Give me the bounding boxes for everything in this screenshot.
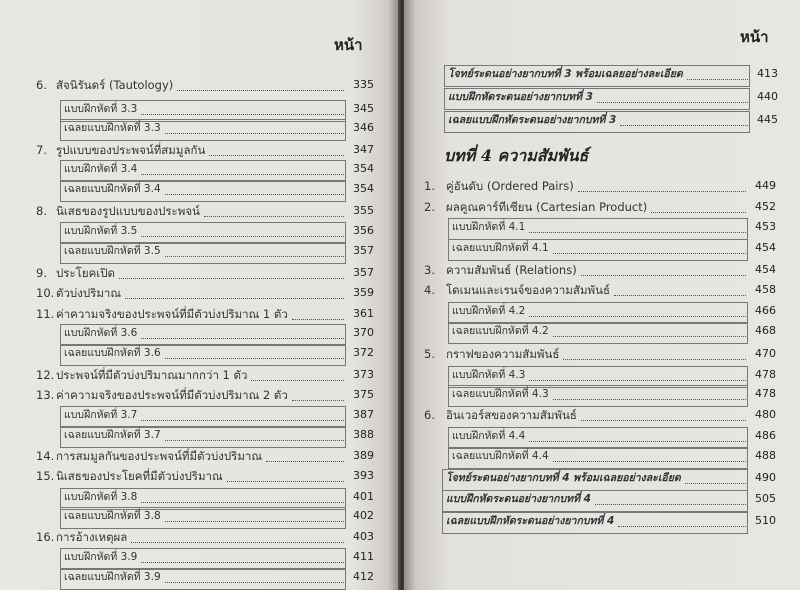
dot-leader [529, 441, 746, 442]
toc-entry-number: 13. [36, 388, 55, 402]
toc-entry-number: 15. [36, 469, 55, 483]
dot-leader [529, 380, 746, 381]
toc-entry-title: แบบฝึกหัดที่ 3.7 [64, 409, 138, 421]
toc-entry-title: เฉลยแบบฝึกหัดที่ 4.1 [452, 242, 549, 254]
toc-entry-number: 14. [36, 449, 55, 463]
toc-entry-frame [448, 385, 748, 407]
toc-entry [36, 76, 374, 94]
toc-entry [36, 366, 374, 384]
toc-entry [424, 302, 776, 320]
dot-leader [597, 102, 748, 103]
dot-leader [578, 191, 746, 192]
dot-leader [119, 278, 344, 279]
toc-entry-page: 510 [755, 514, 776, 527]
toc-entry [36, 222, 374, 240]
toc-entry-page: 359 [353, 286, 374, 299]
toc-entry-page: 490 [755, 471, 776, 484]
toc-entry [36, 324, 374, 342]
dot-leader [141, 420, 344, 421]
toc-entry-frame [60, 242, 346, 264]
dot-leader [141, 502, 344, 503]
dot-leader [685, 483, 746, 484]
dot-leader [141, 236, 344, 237]
toc-entry-frame [442, 512, 748, 534]
dot-leader [165, 194, 344, 195]
toc-entry-title: แบบฝึกหัดที่ 3.8 [64, 491, 138, 503]
toc-entry-page: 357 [353, 244, 374, 257]
toc-entry-title: เฉลยแบบฝึกหัดที่ 3.9 [64, 571, 161, 583]
toc-entry-number: 9. [36, 266, 47, 280]
toc-entry-frame [444, 88, 750, 110]
right-page [404, 0, 800, 590]
toc-entry-number: 10. [36, 286, 55, 300]
toc-entry-title: เฉลยแบบฝึกหัดที่ 3.7 [64, 429, 161, 441]
toc-entry-page: 449 [755, 179, 776, 192]
toc-entry-title: แบบฝึกหัดที่ 4.4 [452, 430, 526, 442]
toc-entry [440, 111, 778, 129]
toc-entry [36, 202, 374, 220]
toc-entry-title: เฉลยแบบฝึกหัดระดนอย่างยากบทที่ 4 [446, 515, 615, 527]
dot-leader [553, 253, 746, 254]
toc-entry-page: 355 [353, 204, 374, 217]
toc-entry-page: 372 [353, 346, 374, 359]
toc-entry-title: เฉลยแบบฝึกหัดที่ 3.6 [64, 347, 161, 359]
dot-leader [651, 212, 746, 213]
toc-entry-title: โจทย์ระดนอย่างยากบทที่ 4 พร้อมเฉลยอย่างละเอียด [446, 472, 681, 484]
toc-entry [424, 261, 776, 279]
toc-entry [424, 322, 776, 340]
toc-entry-frame [60, 222, 346, 244]
left-page-header: หน้า [334, 36, 363, 54]
toc-entry-page: 373 [353, 368, 374, 381]
toc-entry-page: 361 [353, 307, 374, 320]
toc-entry-title: แบบฝึกหัดที่ 3.9 [64, 551, 138, 563]
toc-entry-title: แบบฝึกหัดที่ 3.5 [64, 225, 138, 237]
toc-entry [36, 242, 374, 260]
toc-entry-page: 488 [755, 449, 776, 462]
dot-leader [227, 481, 344, 482]
toc-entry [36, 548, 374, 566]
toc-entry [36, 180, 374, 198]
toc-entry-title: ความสัมพันธ์ (Relations) [446, 263, 577, 277]
toc-entry-title: สัจนิรันดร์ (Tautology) [56, 78, 174, 92]
toc-entry-title: เฉลยแบบฝึกหัดที่ 3.3 [64, 122, 161, 134]
toc-entry-page: 375 [353, 388, 374, 401]
right-page-header: หน้า [740, 28, 769, 46]
dot-leader [165, 582, 344, 583]
toc-entry [424, 490, 776, 508]
dot-leader [165, 521, 344, 522]
toc-entry-page: 466 [755, 304, 776, 317]
toc-entry [36, 100, 374, 118]
dot-leader [553, 461, 746, 462]
toc-entry-title: เฉลยแบบฝึกหัดที่ 3.4 [64, 183, 161, 195]
dot-leader [165, 358, 344, 359]
toc-entry-title: โดเมนและเรนจ์ของความสัมพันธ์ [446, 283, 610, 297]
dot-leader [141, 338, 344, 339]
toc-entry-number: 2. [424, 200, 435, 214]
toc-entry-title: เฉลยแบบฝึกหัดที่ 3.8 [64, 510, 161, 522]
toc-entry [424, 512, 776, 530]
toc-entry-number: 1. [424, 179, 435, 193]
toc-entry [36, 386, 374, 404]
toc-entry-number: 3. [424, 263, 435, 277]
dot-leader [581, 275, 746, 276]
toc-entry [424, 427, 776, 445]
toc-entry-number: 11. [36, 307, 55, 321]
toc-entry [424, 345, 776, 363]
toc-entry-frame [448, 218, 748, 240]
toc-entry-title: คู่อันดับ (Ordered Pairs) [446, 179, 574, 193]
toc-entry-page: 389 [353, 449, 374, 462]
toc-entry-title: แบบฝึกหัดที่ 4.1 [452, 221, 526, 233]
toc-entry-number: 6. [424, 408, 435, 422]
toc-entry-frame [444, 111, 750, 133]
toc-entry-frame [448, 239, 748, 261]
toc-entry-title: เฉลยแบบฝึกหัดที่ 3.5 [64, 245, 161, 257]
toc-entry-page: 486 [755, 429, 776, 442]
toc-entry-title: ประพจน์ที่มีตัวบ่งปริมาณมากกว่า 1 ตัว [56, 368, 248, 382]
toc-entry-page: 402 [353, 509, 374, 522]
toc-entry-page: 401 [353, 490, 374, 503]
dot-leader [209, 155, 344, 156]
toc-entry-page: 445 [757, 113, 778, 126]
toc-entry-title: อินเวอร์สของความสัมพันธ์ [446, 408, 577, 422]
toc-entry-frame [448, 322, 748, 344]
dot-leader [165, 133, 344, 134]
toc-entry [36, 406, 374, 424]
toc-entry-frame [442, 469, 748, 491]
toc-entry-page: 413 [757, 67, 778, 80]
toc-entry-page: 440 [757, 90, 778, 103]
toc-entry-page: 347 [353, 143, 374, 156]
toc-entry [424, 406, 776, 424]
dot-leader [131, 542, 344, 543]
toc-entry [36, 488, 374, 506]
toc-entry [36, 447, 374, 465]
toc-entry [440, 65, 778, 83]
toc-entry [424, 469, 776, 487]
toc-entry-title: แบบฝึกหัดระดนอย่างยากบทที่ 3 [448, 91, 593, 103]
dot-leader [529, 232, 746, 233]
toc-entry-frame [60, 426, 346, 448]
toc-entry-title: แบบฝึกหัดที่ 4.3 [452, 369, 526, 381]
toc-entry-title: นิเสธของรูปแบบของประพจน์ [56, 204, 200, 218]
toc-entry-page: 357 [353, 266, 374, 279]
toc-entry [36, 119, 374, 137]
toc-entry [424, 385, 776, 403]
toc-entry-page: 412 [353, 570, 374, 583]
chapter-title: บทที่ 4 ความสัมพันธ์ [444, 146, 589, 165]
toc-entry-page: 478 [755, 368, 776, 381]
toc-entry-frame [444, 65, 750, 87]
dot-leader [177, 90, 344, 91]
toc-entry-title: แบบฝึกหัดที่ 3.3 [64, 103, 138, 115]
toc-entry-page: 370 [353, 326, 374, 339]
toc-entry-title: กราฟของความสัมพันธ์ [446, 347, 560, 361]
dot-leader [563, 359, 746, 360]
toc-entry-page: 411 [353, 550, 374, 563]
toc-entry-title: แบบฝึกหัดที่ 4.2 [452, 305, 526, 317]
toc-entry-title: เฉลยแบบฝึกหัดที่ 4.2 [452, 325, 549, 337]
toc-entry-page: 388 [353, 428, 374, 441]
toc-entry-frame [60, 324, 346, 346]
toc-entry-title: แบบฝึกหัดที่ 3.4 [64, 163, 138, 175]
toc-entry [424, 239, 776, 257]
toc-entry-page: 354 [353, 162, 374, 175]
dot-leader [614, 295, 746, 296]
toc-entry-page: 480 [755, 408, 776, 421]
toc-entry-frame [60, 160, 346, 182]
toc-entry-page: 346 [353, 121, 374, 134]
toc-entry [424, 366, 776, 384]
toc-entry [424, 281, 776, 299]
dot-leader [165, 256, 344, 257]
toc-entry [440, 88, 778, 106]
toc-entry-number: 6. [36, 78, 47, 92]
dot-leader [125, 298, 344, 299]
toc-entry-page: 453 [755, 220, 776, 233]
dot-leader [595, 504, 746, 505]
toc-entry-frame [60, 119, 346, 141]
dot-leader [141, 562, 344, 563]
toc-entry-frame [448, 427, 748, 449]
toc-entry [36, 264, 374, 282]
toc-entry-page: 454 [755, 241, 776, 254]
toc-entry-page: 505 [755, 492, 776, 505]
toc-entry [424, 177, 776, 195]
toc-entry-page: 387 [353, 408, 374, 421]
toc-entry-page: 470 [755, 347, 776, 360]
toc-entry-title: โจทย์ระดนอย่างยากบทที่ 3 พร้อมเฉลยอย่างละเอียด [448, 68, 683, 80]
toc-entry-title: แบบฝึกหัดที่ 3.6 [64, 327, 138, 339]
toc-entry-title: เฉลยแบบฝึกหัดที่ 4.3 [452, 388, 549, 400]
toc-entry [36, 141, 374, 159]
toc-entry [36, 160, 374, 178]
toc-entry-title: ตัวบ่งปริมาณ [56, 286, 122, 300]
toc-entry-page: 452 [755, 200, 776, 213]
dot-leader [141, 114, 344, 115]
toc-entry-title: การอ้างเหตุผล [56, 530, 128, 544]
toc-entry-frame [448, 302, 748, 324]
dot-leader [251, 380, 344, 381]
toc-entry [36, 568, 374, 586]
dot-leader [204, 216, 344, 217]
toc-entry-page: 478 [755, 387, 776, 400]
toc-entry-page: 354 [353, 182, 374, 195]
toc-entry [36, 467, 374, 485]
toc-entry-page: 393 [353, 469, 374, 482]
toc-entry-frame [60, 507, 346, 529]
toc-entry-number: 8. [36, 204, 47, 218]
toc-entry-title: นิเสธของประโยคที่มีตัวบ่งปริมาณ [56, 469, 223, 483]
toc-entry-title: เฉลยแบบฝึกหัดระดนอย่างยากบทที่ 3 [448, 114, 617, 126]
toc-entry-page: 458 [755, 283, 776, 296]
toc-entry-number: 7. [36, 143, 47, 157]
toc-entry [424, 198, 776, 216]
toc-entry-title: ผลคูณคาร์ทีเซียน (Cartesian Product) [446, 200, 648, 214]
toc-entry-page: 468 [755, 324, 776, 337]
dot-leader [687, 79, 748, 80]
dot-leader [266, 461, 344, 462]
toc-entry-frame [448, 447, 748, 469]
toc-entry-title: ค่าความจริงของประพจน์ที่มีตัวบ่งปริมาณ 1 ตัว [56, 307, 288, 321]
toc-entry [36, 426, 374, 444]
toc-entry-frame [60, 180, 346, 202]
toc-entry-number: 12. [36, 368, 55, 382]
toc-entry-page: 335 [353, 78, 374, 91]
dot-leader [165, 440, 344, 441]
toc-entry [36, 344, 374, 362]
dot-leader [141, 174, 344, 175]
toc-entry-frame [60, 406, 346, 428]
toc-entry-frame [60, 548, 346, 570]
toc-entry-frame [442, 490, 748, 512]
toc-entry-title: ค่าความจริงของประพจน์ที่มีตัวบ่งปริมาณ 2 ตัว [56, 388, 288, 402]
toc-entry-frame [60, 344, 346, 366]
toc-entry [424, 447, 776, 465]
toc-entry-title: เฉลยแบบฝึกหัดที่ 4.4 [452, 450, 549, 462]
dot-leader [620, 125, 748, 126]
toc-entry-page: 454 [755, 263, 776, 276]
dot-leader [618, 526, 746, 527]
dot-leader [292, 319, 344, 320]
dot-leader [292, 400, 344, 401]
dot-leader [553, 336, 746, 337]
dot-leader [581, 420, 746, 421]
dot-leader [553, 399, 746, 400]
toc-entry-number: 16. [36, 530, 55, 544]
toc-entry [36, 507, 374, 525]
toc-entry-title: รูปแบบของประพจน์ที่สมมูลกัน [56, 143, 206, 157]
toc-entry-title: การสมมูลกันของประพจน์ที่มีตัวบ่งปริมาณ [56, 449, 263, 463]
toc-entry-number: 4. [424, 283, 435, 297]
toc-entry-number: 5. [424, 347, 435, 361]
toc-entry-page: 356 [353, 224, 374, 237]
toc-entry-page: 403 [353, 530, 374, 543]
toc-entry [36, 284, 374, 302]
dot-leader [529, 316, 746, 317]
toc-entry [36, 528, 374, 546]
toc-entry-title: ประโยคเปิด [56, 266, 115, 280]
toc-entry-title: แบบฝึกหัดระดนอย่างยากบทที่ 4 [446, 493, 591, 505]
toc-entry-page: 345 [353, 102, 374, 115]
toc-entry [36, 305, 374, 323]
toc-entry [424, 218, 776, 236]
toc-entry-frame [60, 568, 346, 590]
